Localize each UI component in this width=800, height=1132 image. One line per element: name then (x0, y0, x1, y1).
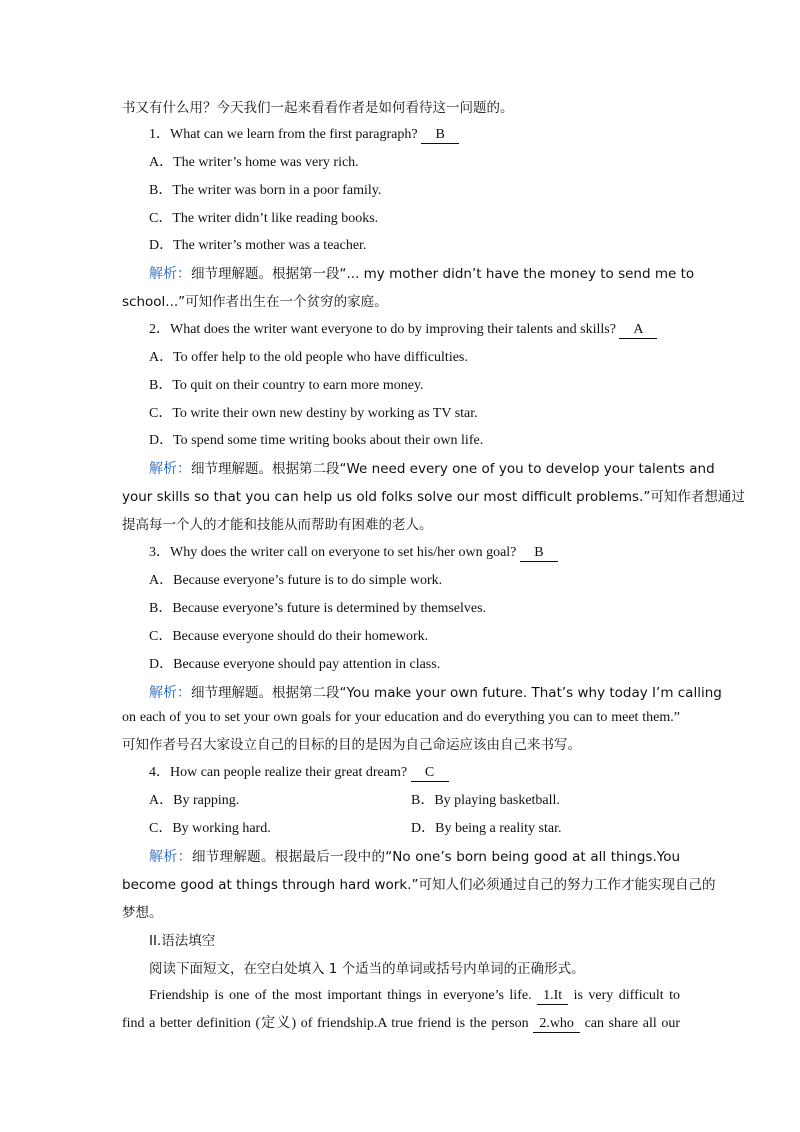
analysis-text: 细节理解题。根据第一段“... my mother didn’t have the money to send me to (191, 266, 695, 282)
question-3-stem (149, 543, 680, 563)
fill-blank-1: 1.It (537, 988, 568, 1005)
option: B．Because everyone’s future is determined by themselves. (149, 601, 487, 616)
passage-text: find a better definition (定义) of friendship.A true friend is the person (122, 1016, 529, 1031)
option-row (149, 791, 680, 811)
analysis-line (149, 264, 695, 285)
analysis-line: 提高每一个人的才能和技能从而帮助有困难的老人。 (122, 517, 433, 533)
option: C．Because everyone should do their homework. (149, 629, 429, 644)
analysis-label: 解析： (149, 266, 191, 282)
analysis-text: 细节理解题。根据第二段“You make your own future. That’s why today I’m calling (191, 685, 722, 701)
passage-text: Friendship is one of the most important things in everyone’s life. (149, 988, 532, 1003)
analysis-line: become good at things through hard work.”可知人们必须通过自己的努力工作才能实现自己的 (122, 877, 716, 893)
passage-line (149, 986, 680, 1006)
answer-blank: C (411, 765, 449, 782)
question-stem-text: 2．What does the writer want everyone to do by improving their talents and skills? (149, 322, 616, 337)
passage-text: can share all our (584, 1016, 681, 1031)
option: B．The writer was born in a poor family. (149, 183, 382, 198)
question-2-stem (149, 320, 680, 340)
analysis-label: 解析： (149, 461, 191, 477)
answer-blank: B (421, 127, 459, 144)
analysis-text: 细节理解题。根据最后一段中的“No one’s born being good at all things.You (191, 849, 681, 865)
analysis-line: your skills so that you can help us old folks solve our most difficult problems.”可知作者想通过 (122, 489, 745, 505)
option: A．Because everyone’s future is to do simple work. (149, 573, 443, 588)
analysis-label: 解析： (149, 849, 192, 865)
analysis-line (149, 847, 680, 868)
option: C．To write their own new destiny by working as TV star. (149, 406, 478, 421)
question-stem-text: 1．What can we learn from the first paragraph? (149, 127, 418, 142)
analysis-line: school...”可知作者出生在一个贫穷的家庭。 (122, 294, 388, 310)
option: D．By being a reality star. (411, 821, 562, 836)
question-stem-text: 4．How can people realize their great dream? (149, 765, 408, 780)
option: A．By rapping. (149, 793, 240, 808)
option: B．To quit on their country to earn more money. (149, 378, 424, 393)
option: A．To offer help to the old people who have difficulties. (149, 350, 468, 365)
section-heading: II.语法填空 (149, 933, 216, 949)
option: D．To spend some time writing books about their own life. (149, 433, 484, 448)
intro-tail: 书又有什么用？今天我们一起来看看作者是如何看待这一问题的。 (122, 100, 514, 116)
section-instruction: 阅读下面短文，在空白处填入 1 个适当的单词或括号内单词的正确形式。 (149, 961, 585, 977)
option: C．By working hard. (149, 821, 271, 836)
passage-text: is very difficult to (573, 988, 680, 1003)
analysis-line (149, 459, 715, 480)
analysis-label: 解析： (149, 685, 191, 701)
question-4-stem (149, 763, 680, 783)
answer-blank: A (619, 322, 657, 339)
question-1-stem (149, 125, 680, 145)
option: D．The writer’s mother was a teacher. (149, 238, 367, 253)
analysis-line: 可知作者号召大家设立自己的目标的目的是因为自己命运应该由自己来书写。 (122, 737, 581, 753)
analysis-line (149, 683, 722, 704)
option-row (149, 819, 680, 839)
analysis-line: on each of you to set your own goals for your education and do everything you can to meet them.” (122, 710, 680, 725)
analysis-text: 细节理解题。根据第二段“We need every one of you to develop your talents and (191, 461, 715, 477)
option: C．The writer didn’t like reading books. (149, 211, 379, 226)
option: A．The writer’s home was very rich. (149, 155, 359, 170)
passage-line (122, 1014, 680, 1034)
analysis-line: 梦想。 (122, 905, 163, 921)
fill-blank-2: 2.who (533, 1016, 580, 1033)
question-stem-text: 3．Why does the writer call on everyone to set his/her own goal? (149, 545, 517, 560)
answer-blank: B (520, 545, 558, 562)
option: B．By playing basketball. (411, 793, 560, 808)
option: D．Because everyone should pay attention in class. (149, 657, 441, 672)
